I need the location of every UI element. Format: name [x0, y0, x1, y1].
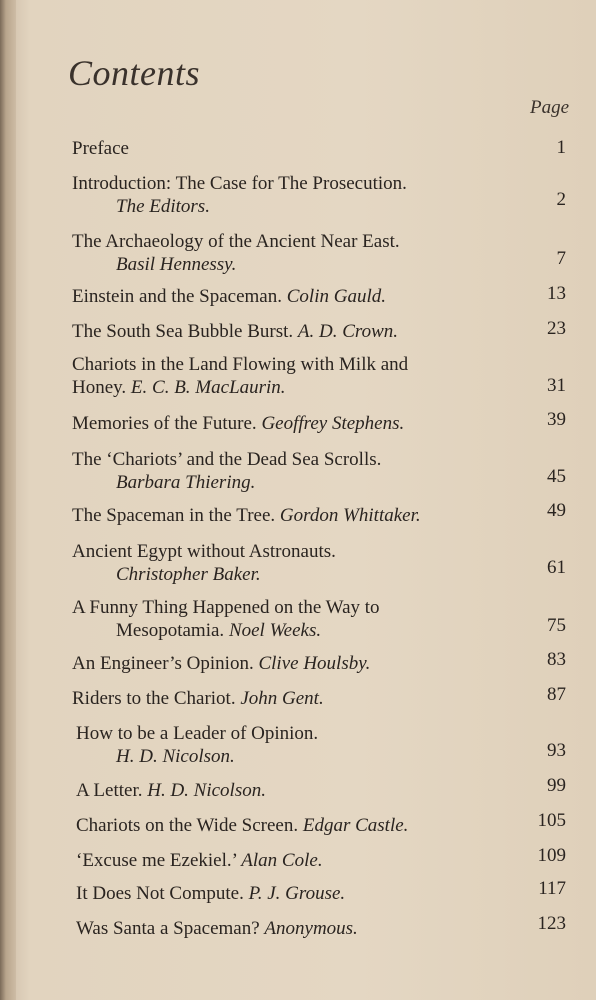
entry-title-continued: Mesopotamia. — [116, 620, 225, 641]
toc-entry-memories — [72, 412, 572, 435]
entry-title: Was Santa a Spaceman? — [76, 918, 260, 939]
entry-title: A Letter. — [76, 780, 143, 801]
entry-title: The Archaeology of the Ancient Near East. — [72, 231, 400, 252]
entry-title: Riders to the Chariot. — [72, 688, 236, 709]
toc-entry-ancient-egypt — [72, 540, 572, 586]
toc-entry-riders — [72, 687, 572, 710]
entry-author: Alan Cole. — [241, 850, 323, 871]
entry-page-number: 7 — [556, 248, 566, 269]
entry-author: The Editors. — [116, 196, 210, 217]
entry-page-number: 13 — [547, 283, 566, 304]
entry-author: Colin Gauld. — [286, 286, 386, 307]
entry-page-number: 83 — [547, 649, 566, 670]
entry-page-number: 99 — [547, 775, 566, 796]
toc-entry-spaceman-tree — [72, 504, 572, 527]
page-column-header: Page — [530, 97, 570, 118]
entry-page-number: 93 — [547, 740, 566, 761]
toc-entry-archaeology — [72, 230, 572, 276]
entry-author: H. D. Nicolson. — [116, 746, 235, 767]
entry-title: Chariots in the Land Flowing with Milk and — [72, 354, 409, 375]
entry-title: ‘Excuse me Ezekiel.’ — [76, 850, 237, 871]
entry-title: Introduction: The Case for The Prosecution. — [72, 173, 407, 194]
toc-entry-south-sea — [72, 320, 572, 343]
entry-author: Gordon Whittaker. — [279, 505, 421, 526]
entry-page-number: 1 — [556, 137, 566, 158]
entry-title: It Does Not Compute. — [76, 883, 244, 904]
entry-title: Ancient Egypt without Astronauts. — [72, 541, 336, 562]
entry-page-number: 2 — [556, 189, 566, 210]
entry-author: P. J. Grouse. — [248, 883, 346, 904]
entry-author: H. D. Nicolson. — [147, 780, 266, 801]
entry-page-number: 31 — [547, 375, 566, 396]
entry-page-number: 39 — [547, 409, 566, 430]
toc-entry-funny-thing — [72, 596, 572, 642]
entry-author: Noel Weeks. — [228, 620, 322, 641]
entry-title: Memories of the Future. — [72, 413, 257, 434]
toc-entry-santa — [72, 917, 572, 940]
entry-title: A Funny Thing Happened on the Way to — [72, 597, 380, 618]
entry-title: An Engineer’s Opinion. — [72, 653, 254, 674]
toc-entry-introduction — [72, 172, 572, 218]
toc-entry-a-letter — [72, 779, 572, 802]
toc-entry-einstein — [72, 285, 572, 308]
entry-title: The ‘Chariots’ and the Dead Sea Scrolls. — [72, 449, 382, 470]
entry-title: Preface — [72, 138, 129, 159]
entry-title: Chariots on the Wide Screen. — [76, 815, 299, 836]
entry-page-number: 117 — [538, 878, 566, 899]
entry-title: The South Sea Bubble Burst. — [72, 321, 294, 342]
entry-title: How to be a Leader of Opinion. — [76, 723, 319, 744]
entry-author: Edgar Castle. — [302, 815, 409, 836]
entry-title: Einstein and the Spaceman. — [72, 286, 282, 307]
toc-entry-engineer — [72, 652, 572, 675]
entry-page-number: 45 — [547, 466, 566, 487]
entry-author: Basil Hennessy. — [116, 254, 237, 275]
toc-entry-dead-sea-scrolls — [72, 448, 572, 494]
entry-page-number: 105 — [537, 810, 566, 831]
toc-entry-wide-screen — [72, 814, 572, 837]
entry-author: Clive Houlsby. — [258, 653, 371, 674]
entry-page-number: 61 — [547, 557, 566, 578]
toc-entry-leader-of-opinion — [72, 722, 572, 768]
entry-page-number: 49 — [547, 500, 566, 521]
entry-title: The Spaceman in the Tree. — [72, 505, 276, 526]
entry-author: Anonymous. — [264, 918, 358, 939]
entry-title-continued: Honey. — [72, 377, 127, 398]
toc-entry-does-not-compute — [72, 882, 572, 905]
page-title: Contents — [68, 53, 201, 93]
toc-entry-preface — [72, 137, 572, 160]
entry-page-number: 109 — [537, 845, 566, 866]
entry-author: Geoffrey Stephens. — [261, 413, 405, 434]
entry-page-number: 123 — [537, 913, 566, 934]
entry-author: E. C. B. MacLaurin. — [130, 377, 286, 398]
entry-author: John Gent. — [240, 688, 324, 709]
entry-author: Christopher Baker. — [116, 564, 261, 585]
toc-entry-ezekiel — [72, 849, 572, 872]
entry-author: A. D. Crown. — [297, 321, 399, 342]
entry-page-number: 75 — [547, 615, 566, 636]
entry-author: Barbara Thiering. — [116, 472, 256, 493]
toc-entry-chariots-milk-honey — [72, 353, 572, 399]
entry-page-number: 87 — [547, 684, 566, 705]
entry-page-number: 23 — [547, 318, 566, 339]
